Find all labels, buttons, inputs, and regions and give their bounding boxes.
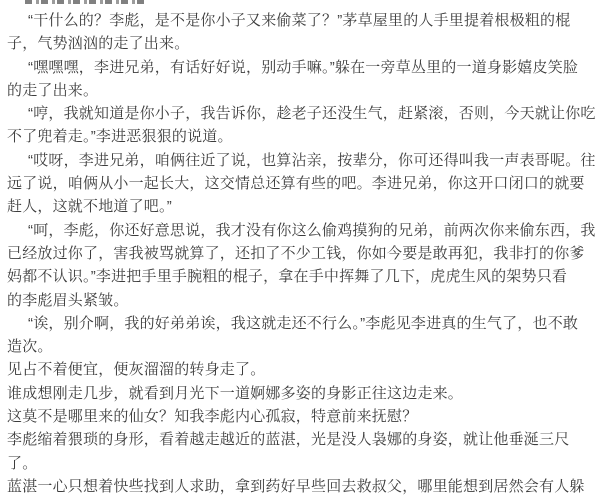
text-line: “嘿嘿嘿，李进兄弟，有话好好说，别动手嘛。”躲在一旁草丛里的一道身影嬉皮笑脸: [28, 58, 579, 76]
text-line: “呵，李彪，你还好意思说，我才没有你这么偷鸡摸狗的兄弟，前两次你来偷东西，我: [28, 221, 596, 239]
text-line: “哼，我就知道是你小子，我告诉你，趁老子还没生气，赶紧滚，否则，今天就让你吃: [28, 105, 596, 123]
paragraph: [7, 9, 590, 56]
paragraph: [7, 428, 590, 475]
text-line: 的走了出来。: [7, 81, 99, 99]
paragraph: [7, 358, 590, 381]
text-line: “哎呀，李进兄弟，咱俩往近了说，也算沾亲，按辈分，你可还得叫我一声表哥呢。往: [28, 151, 596, 169]
text-line: 李彪缩着猥琐的身形，看着越走越近的蓝湛，光是没人袅娜的身姿，就让他垂涎三尺: [7, 431, 570, 449]
text-line: 见占不着便宜，便灰溜溜的转身走了。: [7, 361, 266, 379]
text-line: 子，气势汹汹的走了出来。: [7, 35, 190, 53]
paragraph: [7, 102, 596, 149]
text-line: 已经放过你了，害我被骂就算了，还扣了不少工钱，你如今要是敢再犯，我非打的你爹: [7, 244, 585, 262]
novel-text: [7, 9, 596, 498]
text-line: 这莫不是哪里来的仙女？知我李彪内心孤寂，特意前来抚慰？: [7, 408, 418, 426]
paragraph: [7, 56, 590, 103]
text-line: 远了说，咱俩从小一起长大，这交情总还算有些的吧。李进兄弟，你这开口闭口的就要: [7, 175, 585, 193]
paragraph: [7, 149, 596, 219]
clipped-top-line: [25, 0, 147, 4]
text-line: 造次。: [7, 338, 53, 356]
paragraph: [7, 405, 590, 428]
text-line: 蓝湛一心只想着快些找到人求助，拿到药好早些回去救叔父，哪里能想到居然会有人躲: [7, 477, 585, 495]
paragraph: [7, 312, 590, 359]
paragraph: [7, 382, 590, 405]
text-line: 了。: [7, 454, 38, 472]
text-line: “诶，别介啊，我的好弟弟诶，我这就走还不行么。”李彪见李进真的生气了，也不敢: [28, 314, 579, 332]
text-line: 妈都不认识。”李进把手里手腕粗的棍子，拿在手中挥舞了几下，虎虎生风的架势只看: [7, 268, 568, 286]
text-line: “干什么的？李彪，是不是你小子又来偷菜了？”茅草屋里的人手里提着根极粗的棍: [28, 12, 571, 29]
text-line: 的李彪眉头紧皱。: [7, 291, 129, 309]
text-line: 谁成想刚走几步，就看到月光下一道婀娜多姿的身影正往这边走来。: [7, 384, 464, 402]
paragraph: [7, 475, 590, 498]
text-line: 不了兜着走。”李进恶狠狠的说道。: [7, 128, 233, 146]
text-line: 赶人，这就不地道了吧。”: [7, 198, 172, 216]
paragraph: [7, 219, 596, 312]
